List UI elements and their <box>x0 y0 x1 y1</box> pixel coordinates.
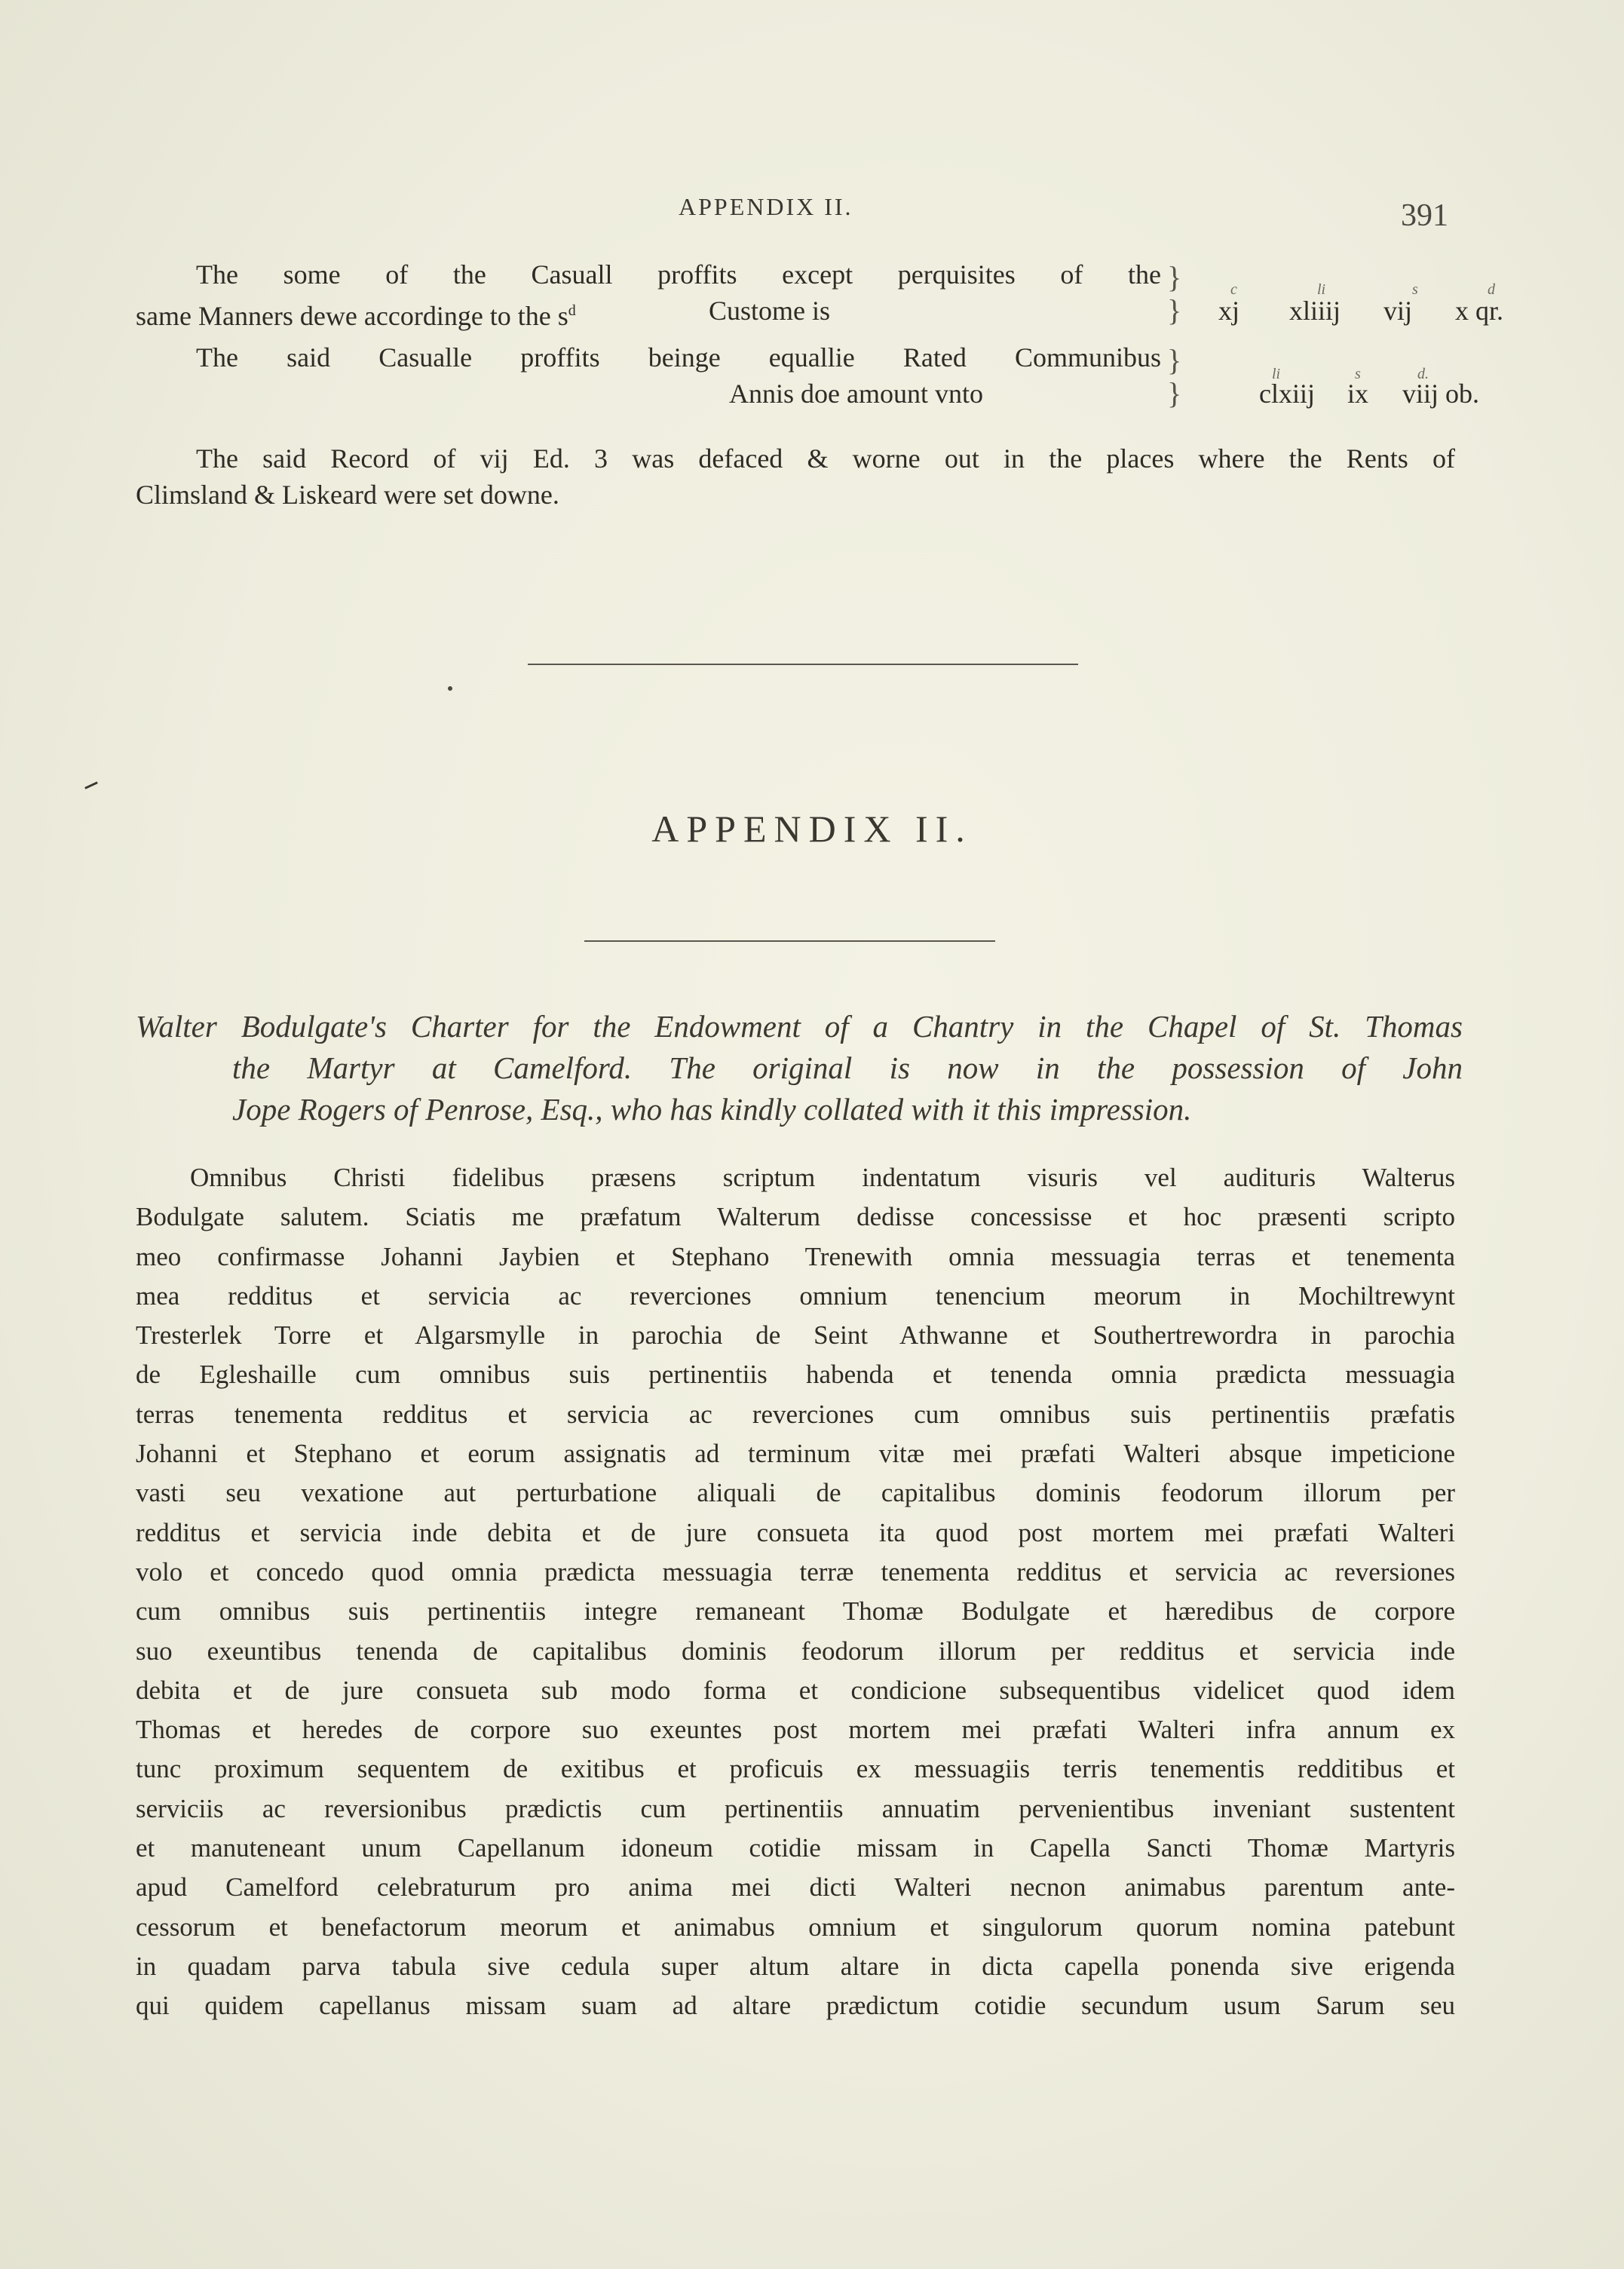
heading-line-3: Jope Rogers of Penrose, Esq., who has kindly collated with it this impression. <box>232 1092 1192 1127</box>
col-head-li: li <box>1317 281 1326 298</box>
body-line: apud Camelford celebraturum pro anima mei dicti Walteri necnon animabus parentum ante- <box>136 1872 1455 1903</box>
table-row-2-line-2 <box>136 373 1480 415</box>
col-head-li: li <box>1272 366 1281 382</box>
divider-rule <box>528 664 1078 665</box>
body-line: tunc proximum sequentem de exitibus et proficuis ex messuagiis terris tenementis redditibus et <box>136 1754 1455 1784</box>
ink-speck <box>448 686 452 691</box>
heading-line-1: Walter Bodulgate's Charter for the Endowment of a Chantry in the Chapel of St. Thomas <box>136 1009 1463 1044</box>
body-line: cum omnibus suis pertinentiis integre remaneant Thomæ Bodulgate et hæredibus de corpore <box>136 1596 1455 1627</box>
note-line-1: The said Record of vij Ed. 3 was defaced & worne out in the places where the Rents of <box>196 443 1455 474</box>
body-line: terras tenementa redditus et servicia ac reverciones cum omnibus suis pertinentiis præfatis <box>136 1399 1455 1429</box>
body-line: in quadam parva tabula sive cedula super altum altare in dicta capella ponenda sive erigenda <box>136 1951 1455 1981</box>
amount-d: x qr. <box>1455 296 1504 326</box>
col-head-s: s <box>1355 366 1361 382</box>
body-line: volo et concedo quod omnia prædicta messuagia terræ tenementa redditus et servicia ac reversiones <box>136 1556 1455 1587</box>
table-row-2-text-1: The said Casualle proffits beinge equallie Rated Communibus <box>196 342 1161 373</box>
body-line: Tresterlek Torre et Algarsmylle in parochia de Seint Athwanne et Southertrewordra in parochia <box>136 1320 1455 1351</box>
body-line: suo exeuntibus tenenda de capitalibus dominis feodorum illorum per redditus et servicia inde <box>136 1636 1455 1666</box>
body-line: serviciis ac reversionibus prædictis cum pertinentiis annuatim pervenientibus inveniant sustentent <box>136 1793 1455 1823</box>
charter-heading <box>136 1006 1463 1130</box>
body-line: Omnibus Christi fidelibus præsens scriptum indentatum visuris vel audituris Walterus <box>190 1163 1455 1192</box>
note-line-2: Climsland & Liskeard were set downe. <box>136 480 559 510</box>
amount-s: ix <box>1347 379 1369 409</box>
page-number: 391 <box>1401 198 1448 233</box>
brace-icon: } <box>1167 376 1182 410</box>
col-head-s: s <box>1412 281 1418 298</box>
body-line: Johanni et Stephano et eorum assignatis ad terminum vitæ mei præfati Walteri absque impeticione <box>136 1439 1455 1469</box>
col-head-c: c <box>1230 281 1237 298</box>
charter-body <box>136 1158 1455 2026</box>
body-line: mea redditus et servicia ac reverciones omnium tenencium meorum in Mochiltrewynt <box>136 1280 1455 1311</box>
table-row-1-line-2 <box>136 290 1504 332</box>
amount-s: vij <box>1383 296 1413 326</box>
body-line: qui quidem capellanus missam suam ad altare prædictum cotidie secundum usum Sarum seu <box>136 1991 1455 2021</box>
brace-icon: } <box>1167 260 1182 294</box>
title-rule <box>584 940 995 942</box>
body-line: vasti seu vexatione aut perturbatione aliquali de capitalibus dominis feodorum illorum per <box>136 1478 1455 1508</box>
accounts-table <box>136 253 1504 422</box>
margin-mark <box>84 781 98 789</box>
body-line: Bodulgate salutem. Sciatis me præfatum Walterum dedisse concessisse et hoc præsenti scripto <box>136 1202 1455 1232</box>
table-row-2-text-2: Annis doe amount vnto <box>729 379 983 409</box>
running-header: APPENDIX II. <box>679 193 853 220</box>
brace-icon: } <box>1167 293 1182 327</box>
superscript-d: d <box>568 302 576 319</box>
body-line: redditus et servicia inde debita et de jure consueta ita quod post mortem mei præfati Walteri <box>136 1517 1455 1547</box>
manners-text: same Manners dewe accordinge to the s <box>136 301 568 331</box>
record-note <box>136 440 1455 513</box>
body-line: de Egleshaille cum omnibus suis pertinentiis habenda et tenenda omnia prædicta messuagia <box>136 1360 1455 1390</box>
amount-c: xj <box>1218 296 1240 326</box>
amount-d: viij ob. <box>1402 379 1480 409</box>
body-line: meo confirmasse Johanni Jaybien et Stephano Trenewith omnia messuagia terras et tenementa <box>136 1241 1455 1271</box>
amount-li: clxiij <box>1259 379 1315 409</box>
section-title: APPENDIX II. <box>651 808 973 850</box>
brace-icon: } <box>1167 343 1182 377</box>
body-line: Thomas et heredes de corpore suo exeuntes post mortem mei præfati Walteri infra annum ex <box>136 1715 1455 1745</box>
body-line: debita et de jure consueta sub modo forma et condicione subsequentibus videlicet quod idem <box>136 1675 1455 1705</box>
col-head-d: d <box>1488 281 1495 298</box>
custome-text: Custome is <box>709 296 831 326</box>
body-line: cessorum et benefactorum meorum et animabus omnium et singulorum quorum nomina patebunt <box>136 1912 1455 1942</box>
col-head-d: d. <box>1417 366 1429 382</box>
heading-line-2: the Martyr at Camelford. The original is now in the possession of John <box>232 1050 1463 1085</box>
table-row-1-text-1: The some of the Casuall proffits except perquisites of the <box>196 259 1161 290</box>
body-line: et manuteneant unum Capellanum idoneum cotidie missam in Capella Sancti Thomæ Martyris <box>136 1833 1455 1863</box>
amount-li: xliiij <box>1289 296 1341 326</box>
